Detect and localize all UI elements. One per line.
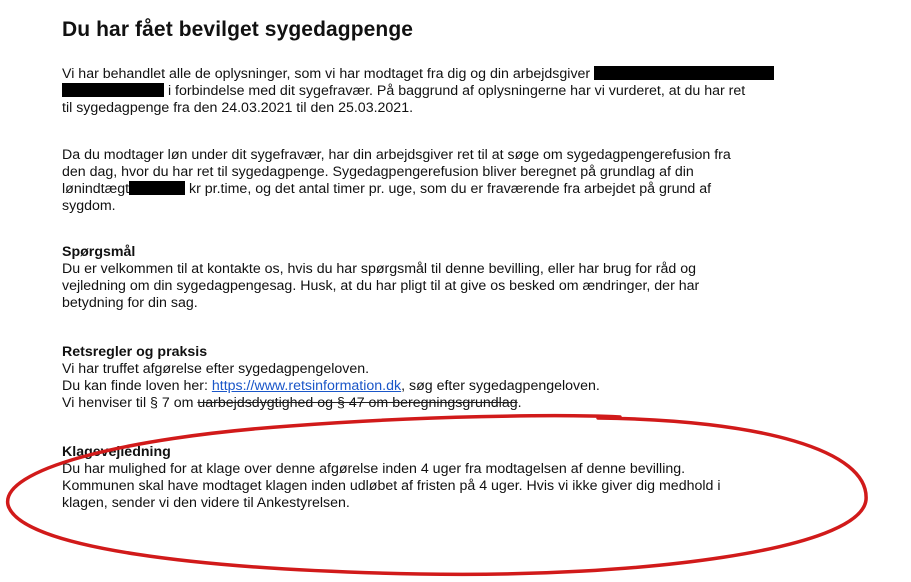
rules-line-3-post: . (517, 395, 522, 411)
questions-line-1: Du er velkommen til at kontakte os, hvis du har spørgsmål til denne bevilling, eller har brug for råd og (62, 261, 697, 277)
appeal-line-1: Du har mulighed for at klage over denne afgørelse inden 4 uger fra modtagelsen af denne bevilling. (62, 461, 686, 477)
refund-line-1: Da du modtager løn under dit sygefravær, har din arbejdsgiver ret til at søge om sygedagpengerefusion fra (62, 147, 731, 163)
rules-line-2-post: , søg efter sygedagpengeloven. (401, 378, 600, 394)
rules-line-2-pre: Du kan finde loven her: (62, 378, 212, 394)
refund-line-3b: kr pr.time, og det antal timer pr. uge, som du er fraværende fra arbejdet på grund af (188, 181, 712, 197)
rules-line-3-pre: Vi henviser til § 7 om (62, 395, 198, 411)
refund-line-2: den dag, hvor du har ret til sygedagpenge. Sygedagpengerefusion bliver beregnet på grundlag af din (62, 164, 694, 180)
appeal-heading: Klagevejledning (62, 444, 171, 460)
refund-paragraph (62, 147, 862, 215)
appeal-section (62, 444, 862, 512)
intro-line-2: i forbindelse med dit sygefravær. På baggrund af oplysningerne har vi vurderet, at du har ret (167, 83, 746, 99)
intro-paragraph (62, 66, 862, 117)
refund-line-4: sygdom. (62, 198, 116, 214)
refund-line-3a: lønindtægt (62, 181, 130, 197)
appeal-line-3: klagen, sender vi den videre til Ankestyrelsen. (62, 495, 350, 511)
intro-line-1: Vi har behandlet alle de oplysninger, som vi har modtaget fra dig og din arbejdsgiver (62, 66, 591, 82)
rules-line-3-struck: uarbejdsdygtighed og § 47 om beregningsgrundlag (197, 395, 518, 411)
intro-line-3: til sygedagpenge fra den 24.03.2021 til den 25.03.2021. (62, 100, 414, 116)
rules-section (62, 344, 862, 412)
questions-section (62, 244, 862, 312)
rules-heading: Retsregler og praksis (62, 344, 208, 360)
redaction-employer-name-2 (62, 83, 164, 97)
questions-line-2: vejledning om din sygedagpengesag. Husk, at du har pligt til at give os besked om ændringer, der har (62, 278, 700, 294)
rules-line-1: Vi har truffet afgørelse efter sygedagpengeloven. (62, 361, 370, 377)
document-title: Du har fået bevilget sygedagpenge (62, 18, 414, 41)
appeal-line-2: Kommunen skal have modtaget klagen inden udløbet af fristen på 4 uger. Hvis vi ikke giver dig medhold i (62, 478, 721, 494)
questions-heading: Spørgsmål (62, 244, 136, 260)
retsinformation-link[interactable]: https://www.retsinformation.dk (211, 378, 402, 394)
questions-line-3: betydning for din sag. (62, 295, 198, 311)
redaction-employer-name (594, 66, 774, 80)
redaction-wage (129, 181, 185, 195)
